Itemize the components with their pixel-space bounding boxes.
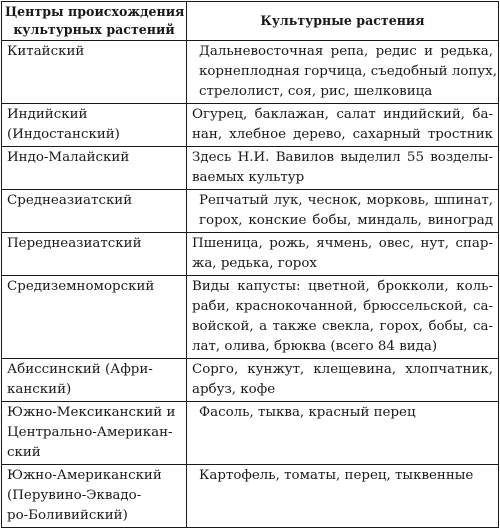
center-line: (Перувино-Эквадо- bbox=[7, 488, 142, 503]
header-crops: Культурные растения bbox=[187, 2, 499, 41]
center-line: ро-Боливийский) bbox=[7, 508, 128, 523]
header-centers-line-1: Центры происхождения bbox=[5, 4, 185, 19]
crops-cell bbox=[187, 190, 499, 233]
crops-line: Сорго, кунжут, клещевина, хлопчатник, bbox=[192, 362, 493, 377]
center-line: ский bbox=[7, 445, 41, 460]
table-row bbox=[2, 41, 499, 104]
crops-line: войской, а также свекла, горох, бобы, са- bbox=[192, 319, 493, 334]
table-row bbox=[2, 276, 499, 359]
crops-line: лат, олива, брюква (всего 84 вида) bbox=[192, 339, 438, 354]
center-line: (Индостанский) bbox=[7, 127, 120, 142]
header-centers-line-2: культурных растений bbox=[13, 22, 175, 37]
center-line: Индийский bbox=[7, 107, 88, 122]
crops-line: нан, хлебное дерево, сахарный тростник bbox=[192, 127, 493, 142]
crops-line: Репчатый лук, чеснок, морковь, шпинат, bbox=[199, 193, 493, 208]
crops-line: Пшеница, рожь, ячмень, овес, нут, спар- bbox=[192, 236, 493, 251]
crops-cell bbox=[187, 41, 499, 104]
table-row bbox=[2, 147, 499, 190]
center-line: Центрально-Американ- bbox=[7, 425, 173, 440]
crops-line: корнеплодная горчица, съедобный лопух, bbox=[199, 64, 497, 79]
crops-line: ваемых культур bbox=[192, 170, 305, 185]
center-line: Средиземноморский bbox=[7, 279, 155, 294]
crops-cell bbox=[187, 402, 499, 465]
crop-origins-table bbox=[1, 1, 499, 528]
header-centers bbox=[2, 2, 187, 41]
crops-line: Огурец, баклажан, салат индийский, ба- bbox=[192, 107, 493, 122]
center-line: Южно-Мексиканский и bbox=[7, 405, 176, 420]
crops-cell bbox=[187, 359, 499, 402]
center-line: Абиссинский (Афри- bbox=[7, 362, 153, 377]
header-row bbox=[2, 2, 499, 41]
center-line: Южно-Американский bbox=[7, 468, 162, 483]
crops-line: Фасоль, тыква, красный перец bbox=[199, 405, 416, 420]
center-cell bbox=[2, 41, 187, 104]
table-row bbox=[2, 465, 499, 528]
table-row bbox=[2, 402, 499, 465]
crops-line: арбуз, кофе bbox=[192, 382, 276, 397]
table-row bbox=[2, 359, 499, 402]
crops-line: Здесь Н.И. Вавилов выделил 55 возделы- bbox=[192, 150, 493, 165]
center-line: Среднеазиатский bbox=[7, 193, 133, 208]
center-line: Переднеазиатский bbox=[7, 236, 142, 251]
crops-line: Дальневосточная репа, редис и редька, bbox=[199, 44, 493, 59]
center-cell bbox=[2, 190, 187, 233]
crops-line: жа, редька, горох bbox=[192, 256, 317, 271]
crops-line: Картофель, томаты, перец, тыквенные bbox=[199, 468, 474, 483]
center-cell bbox=[2, 402, 187, 465]
center-cell bbox=[2, 147, 187, 190]
center-cell bbox=[2, 104, 187, 147]
crops-line: раби, краснокочанной, брюссельской, са- bbox=[192, 299, 493, 314]
table-row bbox=[2, 104, 499, 147]
crops-line: Виды капусты: цветной, брокколи, коль- bbox=[192, 279, 493, 294]
crops-cell bbox=[187, 233, 499, 276]
center-line: канский) bbox=[7, 382, 72, 397]
table-row bbox=[2, 233, 499, 276]
center-line: Китайский bbox=[7, 44, 85, 59]
center-line: Индо-Малайский bbox=[7, 150, 130, 165]
crops-line: горох, конские бобы, миндаль, виноград bbox=[199, 213, 493, 228]
center-cell bbox=[2, 465, 187, 528]
center-cell bbox=[2, 233, 187, 276]
center-cell bbox=[2, 276, 187, 359]
center-cell bbox=[2, 359, 187, 402]
crops-cell bbox=[187, 276, 499, 359]
crops-cell bbox=[187, 147, 499, 190]
table-row bbox=[2, 190, 499, 233]
crops-line: стрелолист, соя, рис, шелковица bbox=[199, 84, 433, 99]
crops-cell bbox=[187, 104, 499, 147]
crops-cell bbox=[187, 465, 499, 528]
